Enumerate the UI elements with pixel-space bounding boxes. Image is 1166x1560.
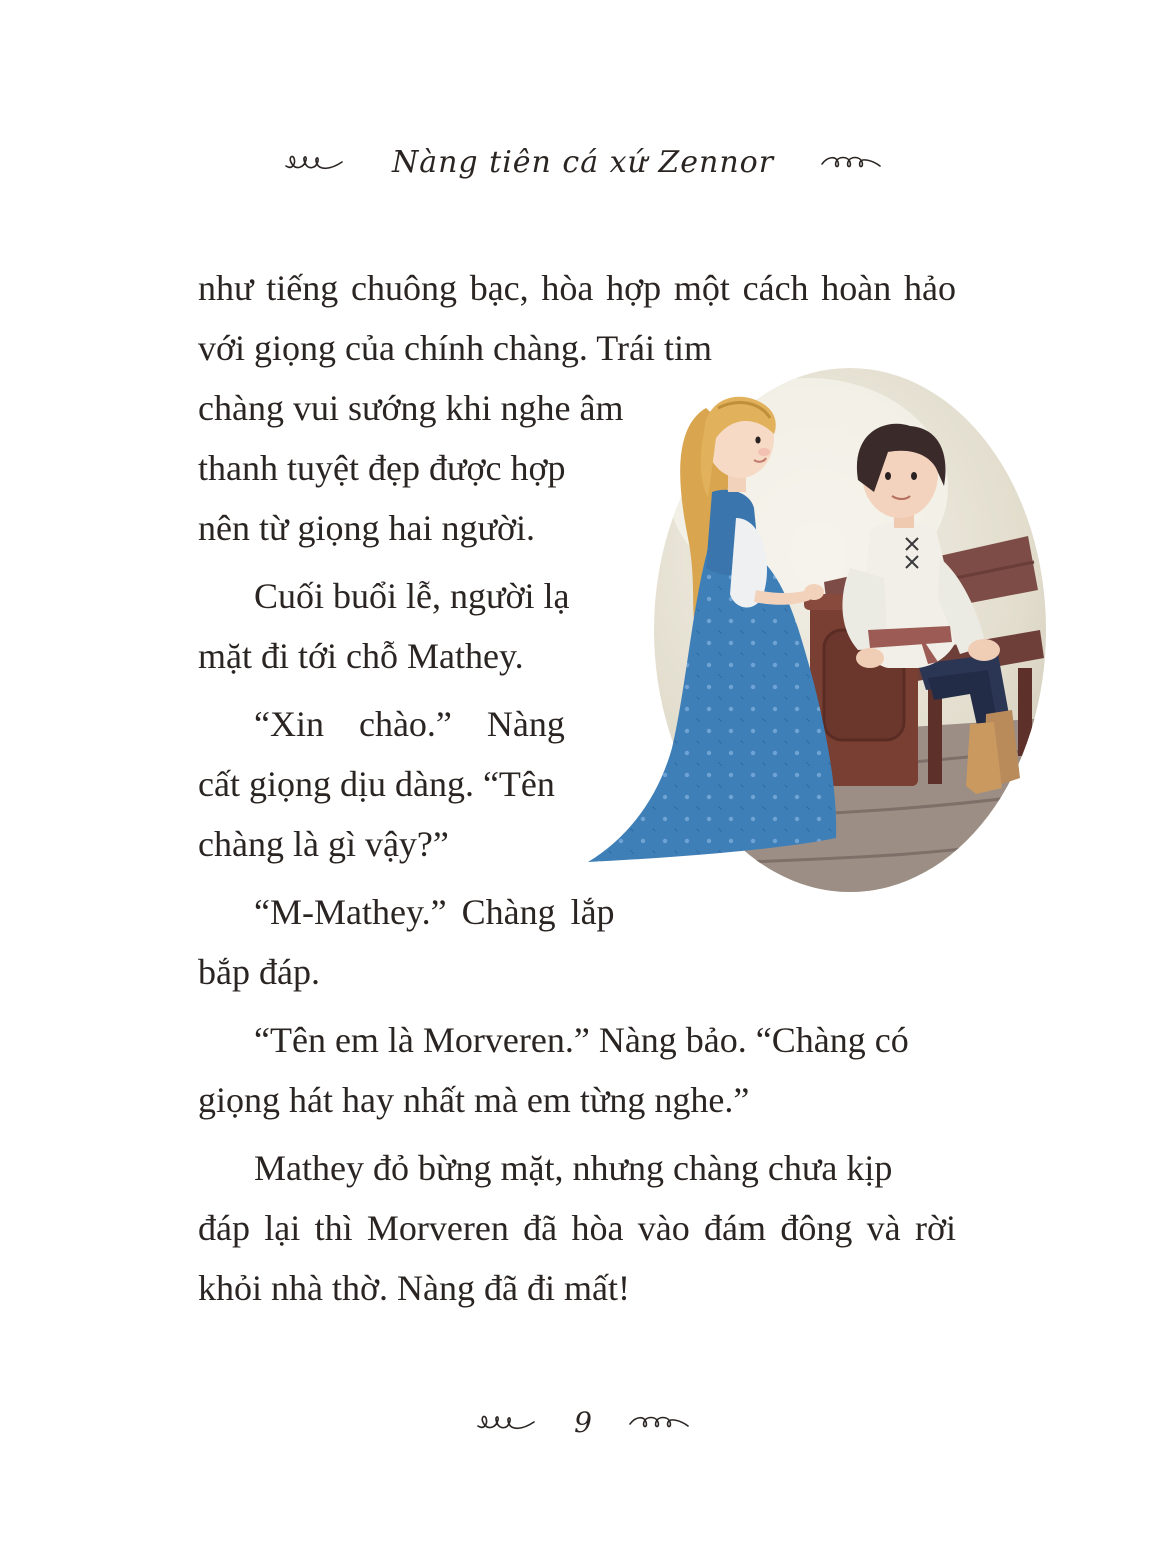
flourish-left-icon: [282, 150, 348, 174]
text-line: giọng hát hay nhất mà em từng nghe.”: [198, 1080, 750, 1120]
text-line: “Xin chào.” Nàng: [254, 704, 565, 744]
text-line: Cuối buổi lễ, người lạ: [254, 576, 570, 616]
text-line: “Tên em là Morveren.” Nàng bảo. “Chàng có: [254, 1020, 909, 1060]
text-line: đáp lại thì Morveren đã hòa vào đám đông và rời: [198, 1208, 956, 1248]
page-number: 9: [574, 1405, 592, 1439]
page-footer: [0, 1400, 1166, 1444]
text-line: với giọng của chính chàng. Trái tim: [198, 328, 712, 368]
text-line: nên từ giọng hai người.: [198, 508, 536, 548]
text-line: cất giọng dịu dàng. “Tên: [198, 764, 555, 804]
text-line: “M-Mathey.” Chàng lắp: [254, 892, 615, 932]
text-line: mặt đi tới chỗ Mathey.: [198, 636, 524, 676]
text-line: khỏi nhà thờ. Nàng đã đi mất!: [198, 1268, 630, 1308]
text-line: chàng vui sướng khi nghe âm: [198, 388, 624, 428]
text-line: Mathey đỏ bừng mặt, nhưng chàng chưa kịp: [254, 1148, 893, 1188]
flourish-left-icon: [474, 1410, 540, 1434]
text-line: chàng là gì vậy?”: [198, 824, 449, 864]
text-line: bắp đáp.: [198, 952, 320, 992]
book-title: Nàng tiên cá xứ Zennor: [391, 144, 775, 180]
flourish-right-icon: [626, 1410, 692, 1434]
text-line: thanh tuyệt đẹp được hợp: [198, 448, 566, 488]
flourish-right-icon: [818, 150, 884, 174]
running-header: [0, 140, 1166, 184]
text-line: như tiếng chuông bạc, hòa hợp một cách hoàn hảo: [198, 268, 956, 308]
mermaid-meets-mathey-illustration: [588, 368, 1048, 898]
